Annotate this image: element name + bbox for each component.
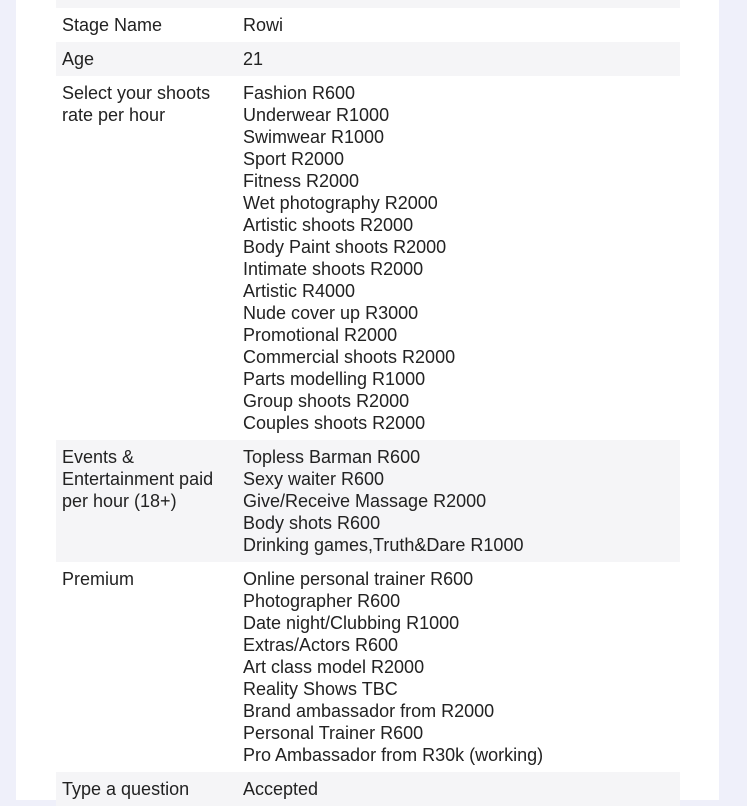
- value-line: Topless Barman R600: [243, 447, 421, 467]
- value-line: Group shoots R2000: [243, 391, 410, 411]
- value-line: 21: [243, 49, 264, 69]
- value-line: Nude cover up R3000: [243, 303, 419, 323]
- value-line: Body Paint shoots R2000: [243, 237, 447, 257]
- row-value: [243, 14, 680, 36]
- row-label: Age: [62, 49, 95, 69]
- value-line: Sexy waiter R600: [243, 469, 385, 489]
- table-row-age: [56, 42, 680, 76]
- value-line: Body shots R600: [243, 513, 381, 533]
- row-label: Select your shoots rate per hour: [62, 83, 211, 125]
- value-line: Artistic R4000: [243, 281, 356, 301]
- value-line: Promotional R2000: [243, 325, 398, 345]
- table-row-shoots-rate: [56, 76, 680, 440]
- value-line: Parts modelling R1000: [243, 369, 426, 389]
- value-line: Intimate shoots R2000: [243, 259, 424, 279]
- value-line: Date night/Clubbing R1000: [243, 613, 460, 633]
- row-label: Stage Name: [62, 15, 163, 35]
- row-value: [243, 568, 680, 766]
- row-value: [243, 82, 680, 434]
- value-line: Online personal trainer R600: [243, 569, 474, 589]
- table-row-stage-name: [56, 8, 680, 42]
- value-line: Fashion R600: [243, 83, 356, 103]
- value-line: Photographer R600: [243, 591, 401, 611]
- value-line: Artistic shoots R2000: [243, 215, 414, 235]
- row-label: Type a question: [62, 779, 190, 799]
- value-line: Extras/Actors R600: [243, 635, 399, 655]
- value-line: Reality Shows TBC: [243, 679, 398, 699]
- table-row-question: [56, 772, 680, 806]
- value-line: Art class model R2000: [243, 657, 425, 677]
- value-line: Underwear R1000: [243, 105, 390, 125]
- row-value: [243, 778, 680, 800]
- value-line: Give/Receive Massage R2000: [243, 491, 487, 511]
- row-value: [243, 446, 680, 556]
- row-label: Events & Entertainment paid per hour (18+): [62, 447, 214, 511]
- value-line: Rowi: [243, 15, 284, 35]
- value-line: Commercial shoots R2000: [243, 347, 456, 367]
- table-row-premium: [56, 562, 680, 772]
- row-label: Premium: [62, 569, 135, 589]
- value-line: Drinking games,Truth&Dare R1000: [243, 535, 524, 555]
- value-line: Sport R2000: [243, 149, 345, 169]
- value-line: Couples shoots R2000: [243, 413, 426, 433]
- value-line: Pro Ambassador from R30k (working): [243, 745, 544, 765]
- value-line: Swimwear R1000: [243, 127, 385, 147]
- form-summary-card: [16, 0, 719, 800]
- value-line: Fitness R2000: [243, 171, 360, 191]
- row-value: [243, 48, 680, 70]
- table-row-events: [56, 440, 680, 562]
- value-line: Accepted: [243, 779, 319, 799]
- table-row-partial: [56, 0, 680, 8]
- value-line: Brand ambassador from R2000: [243, 701, 495, 721]
- submission-table: [56, 0, 680, 806]
- value-line: Personal Trainer R600: [243, 723, 424, 743]
- value-line: Wet photography R2000: [243, 193, 438, 213]
